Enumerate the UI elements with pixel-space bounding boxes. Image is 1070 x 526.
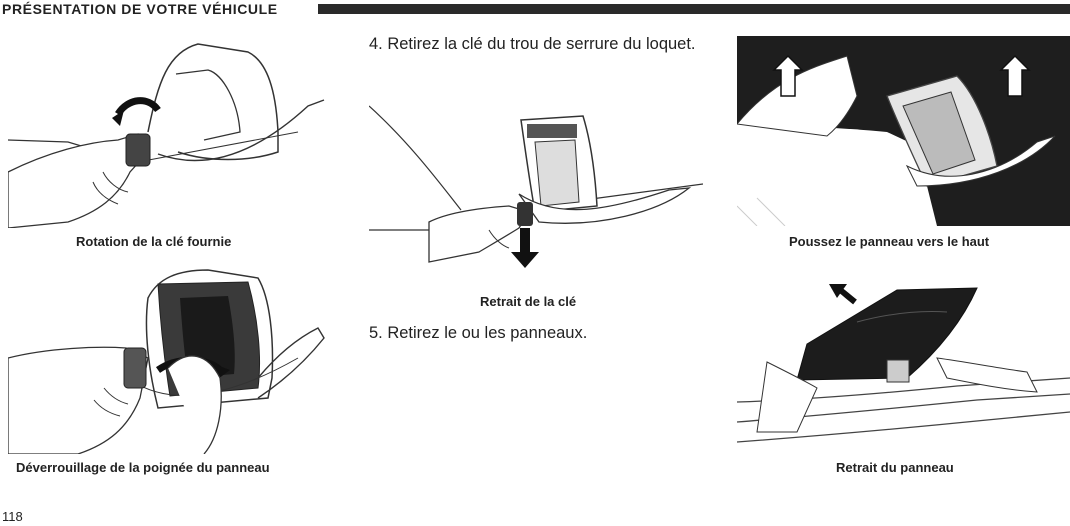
- figure-key-removal: [369, 102, 703, 272]
- figure-push-panel: [737, 36, 1070, 226]
- caption-push-panel: Poussez le panneau vers le haut: [789, 234, 990, 249]
- figure-panel-removal: [737, 282, 1070, 452]
- caption-panel-removal: Retrait du panneau: [836, 460, 954, 475]
- page-number: 118: [2, 509, 23, 524]
- header-rule: [318, 4, 1070, 14]
- step-4-text: 4. Retirez la clé du trou de serrure du loquet.: [369, 35, 696, 53]
- page-header: [0, 0, 1070, 18]
- section-title: PRÉSENTATION DE VOTRE VÉHICULE: [2, 1, 278, 17]
- figure-key-rotation: [8, 22, 326, 228]
- caption-handle-unlock: Déverrouillage de la poignée du panneau: [16, 460, 270, 475]
- caption-key-removal: Retrait de la clé: [480, 294, 577, 309]
- caption-key-rotation: Rotation de la clé fournie: [76, 234, 232, 249]
- step-5-text: 5. Retirez le ou les panneaux.: [369, 324, 588, 342]
- figure-handle-unlock: [8, 258, 326, 454]
